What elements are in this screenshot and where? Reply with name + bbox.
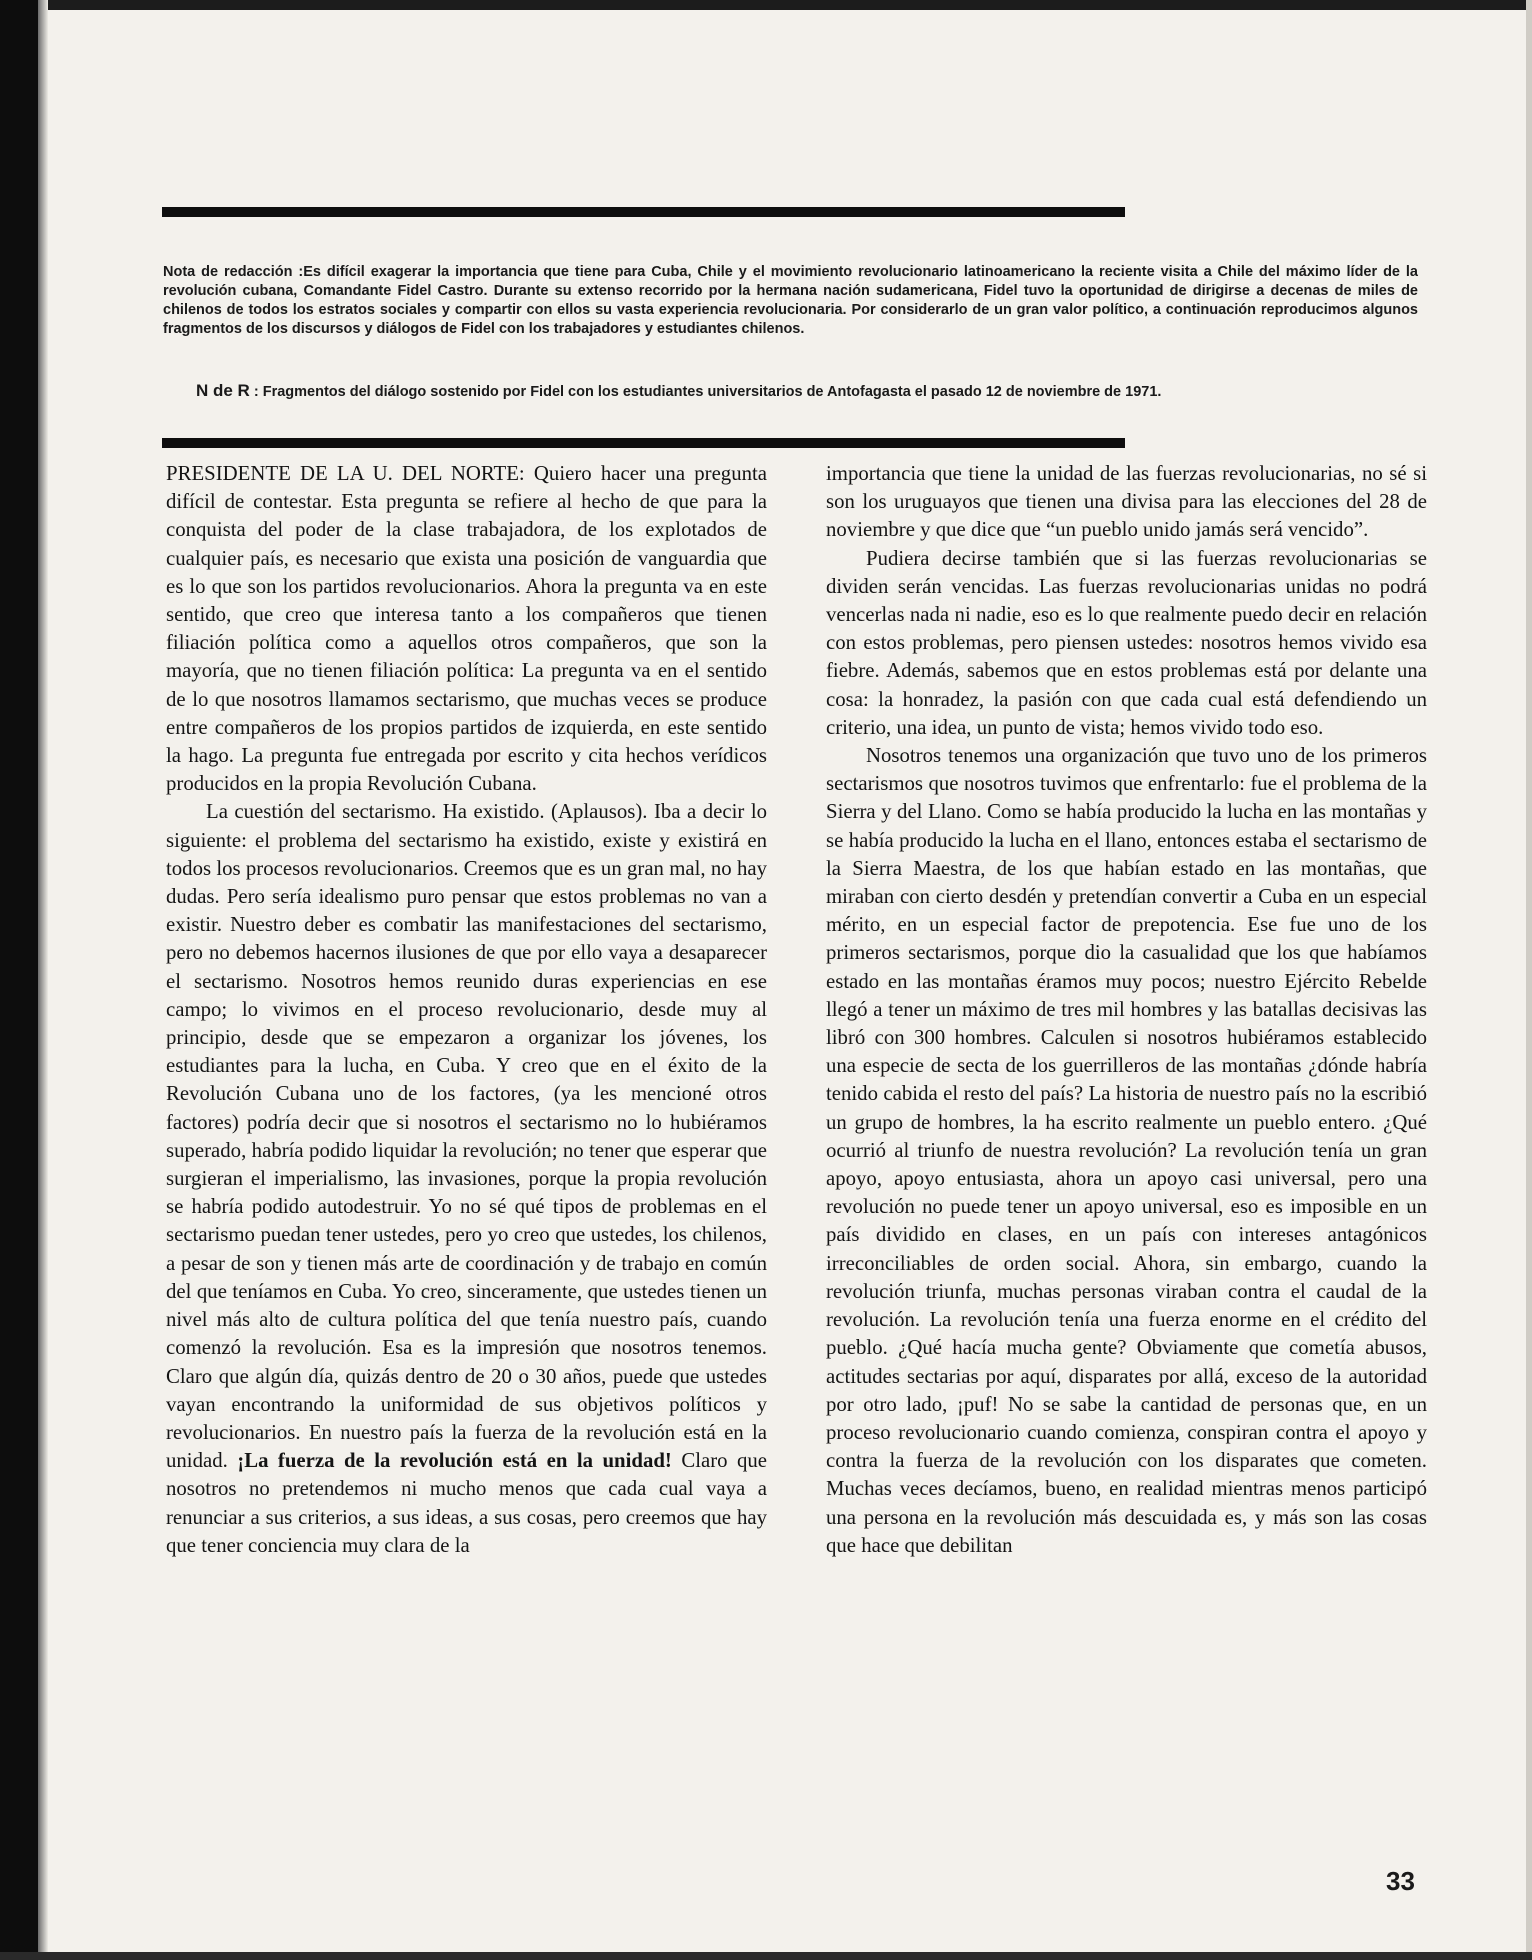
scan-bottom-edge [0, 1952, 1532, 1960]
editor-note-text: :Es difícil exagerar la importancia que tiene para Cuba, Chile y el movimiento revolucionario latinoamericano la reciente visita a Chile del máximo líder de la revolución cubana, Comandante Fidel Castro. Durante su extenso recorrido por la hermana nación sudamericana, Fidel tuvo la oportunidad de dirigirse a decenas de miles de chilenos de todos los estratos sociales y compartir con ellos su vasta experiencia revolucionaria. Por considerarlo de un gran valor político, a continuación reproducimos algunos fragmentos de los discursos y diálogos de Fidel con los trabajadores y estudiantes chilenos. [163, 264, 1418, 337]
scan-top-edge [0, 0, 1532, 10]
article-paragraph: PRESIDENTE DE LA U. DEL NORTE: Quiero hacer una pregunta difícil de contestar. Esta pregunta se refiere al hecho de que para la conquista del poder de la clase trabajadora, de los explotados de cualquier país, es necesario que exista una posición de vanguardia que es lo que son los partidos revolucionarios. Ahora la pregunta va en este sentido, que creo que interesa tanto a los compañeros que tienen filiación política como a aquellos otros compañeros, que son la mayoría, que no tienen filiación política: La pregunta va en el sentido de lo que nosotros llamamos sectarismo, que muchas veces se produce entre compañeros de los propios partidos de izquierda, en este sentido la hago. La pregunta fue entregada por escrito y cita hechos verídicos producidos en la propia Revolución Cubana. [166, 462, 767, 796]
article-paragraph-text: Claro que nosotros no pretendemos ni mucho menos que cada cual vaya a renunciar a sus criterios, a sus ideas, a sus cosas, pero creemos que hay que tener conciencia muy clara de la [166, 1449, 768, 1557]
scan-left-edge [0, 0, 38, 1960]
editor-note-label: Nota de redacción [163, 264, 293, 280]
article-emphasis: ¡La fuerza de la revolución está en la unidad! [237, 1449, 672, 1473]
bottom-rule [162, 438, 1125, 448]
article-right-column [826, 460, 1427, 1560]
editor-note-reference [196, 381, 1418, 402]
scan-gutter-shadow [38, 0, 48, 1960]
scan-right-edge [1526, 0, 1532, 1960]
article-paragraph: importancia que tiene la unidad de las fuerzas revolucionarias, no sé si son los uruguayos que tienen una divisa para las elecciones del 28 de noviembre y que dice que “un pueblo unido jamás será vencido”. [826, 462, 1427, 542]
editor-note [163, 263, 1418, 339]
article-paragraph: Pudiera decirse también que si las fuerzas revolucionarias se dividen serán vencidas. Las fuerzas revolucionarias unidas no podrá vencerlas nada ni nadie, eso es lo que realmente puedo decir en relación con estos problemas, pero piensen ustedes: nosotros hemos vivido esa fiebre. Además, sabemos que en estos problemas está por delante una cosa: la honradez, la pasión con que cada cual está defendiendo un criterio, una idea, un punto de vista; hemos vivido todo eso. [826, 546, 1427, 739]
note-ref-label: N de R [196, 381, 250, 400]
note-ref-text: : Fragmentos del diálogo sostenido por Fidel con los estudiantes universitarios de Antofagasta el pasado 12 de noviembre de 1971. [253, 384, 1162, 400]
article-paragraph-text: La cuestión del sectarismo. Ha existido. (Aplausos). Iba a decir lo siguiente: el problema del sectarismo ha existido, existe y existirá en todos los procesos revolucionarios. Creemos que es un gran mal, no hay dudas. Pero sería idealismo puro pensar que estos problemas no van a existir. Nuestro deber es combatir las manifestaciones del sectarismo, pero no debemos hacernos ilusiones de que por ello vaya a desaparecer el sectarismo. Nosotros hemos reunido duras experiencias en ese campo; lo vivimos en el proceso revolucionario, desde muy al principio, desde que se empezaron a organizar los jóvenes, los estudiantes para la lucha, en Cuba. Y creo que en el éxito de la Revolución Cubana uno de los factores, (ya les mencioné otros factores) podría decir que si nosotros el sectarismo no lo hubiéramos superado, habría podido liquidar la revolución; no tener que esperar que surgieran el imperialismo, las invasiones, porque la propia revolución se habría podido autodestruir. Yo no sé qué tipos de problemas en el sectarismo puedan tener ustedes, pero yo creo que ustedes, los chilenos, a pesar de son y tienen más arte de coordinación y de trabajo en común del que teníamos en Cuba. Yo creo, sinceramente, que ustedes tienen un nivel más alto de cultura política del que tenía nuestro país, cuando comenzó la revolución. Esa es la impresión que nosotros tenemos. Claro que algún día, quizás dentro de 20 o 30 años, puede que ustedes vayan encontrando la uniformidad de sus objetivos políticos y revolucionarios. En nuestro país la fuerza de la revolución está en la unidad. [166, 800, 767, 1473]
article-paragraph: Nosotros tenemos una organización que tuvo uno de los primeros sectarismos que nosotros tuvimos que enfrentarlo: fue el problema de la Sierra y del Llano. Como se había producido la lucha en las montañas y se había producido la lucha en el llano, entonces estaba el sectarismo de la Sierra Maestra, de los que habían estado en las montañas, que miraban con cierto desdén y pretendían convertir a Cuba en un especial mérito, en un especial factor de prepotencia. Ese fue uno de los primeros sectarismos, porque dio la casualidad que los que habíamos estado en las montañas éramos muy pocos; nuestro Ejército Rebelde llegó a tener un máximo de tres mil hombres y las batallas decisivas las libró con 300 hombres. Calculen si nosotros hubiéramos establecido una especie de secta de los guerrilleros de las montañas ¿dónde habría tenido cabida el resto del país? La historia de nuestro país no la escribió un grupo de hombres, la ha escrito realmente un pueblo entero. ¿Qué ocurrió al triunfo de nuestra revolución? La revolución tenía un gran apoyo, apoyo entusiasta, ahora un apoyo casi universal, pero una revolución no puede tener un apoyo universal, eso es imposible en un país dividido en clases, en un país con intereses antagónicos irreconciliables de orden social. Ahora, sin embargo, cuando la revolución triunfa, muchas personas viraban contra el caudal de la revolución. La revolución tenía una fuerza enorme en el crédito del pueblo. ¿Qué hacía mucha gente? Obviamente que cometía abusos, actitudes sectarias por aquí, disparates por allá, exceso de la autoridad por otro lado, ¡puf! No se sabe la cantidad de personas que, en un proceso revolucionario cuando comienza, conspiran contra el apoyo y contra la fuerza de la revolución con los disparates que cometen. Muchas veces decíamos, bueno, en realidad mientras menos participó una persona en la revolución más descuidada es, y más son las cosas que hace que debilitan [826, 744, 1427, 1557]
top-rule [162, 207, 1125, 217]
article-left-column [166, 460, 767, 1560]
page-number: 33 [1386, 1866, 1415, 1896]
article-paragraph [166, 798, 767, 1559]
